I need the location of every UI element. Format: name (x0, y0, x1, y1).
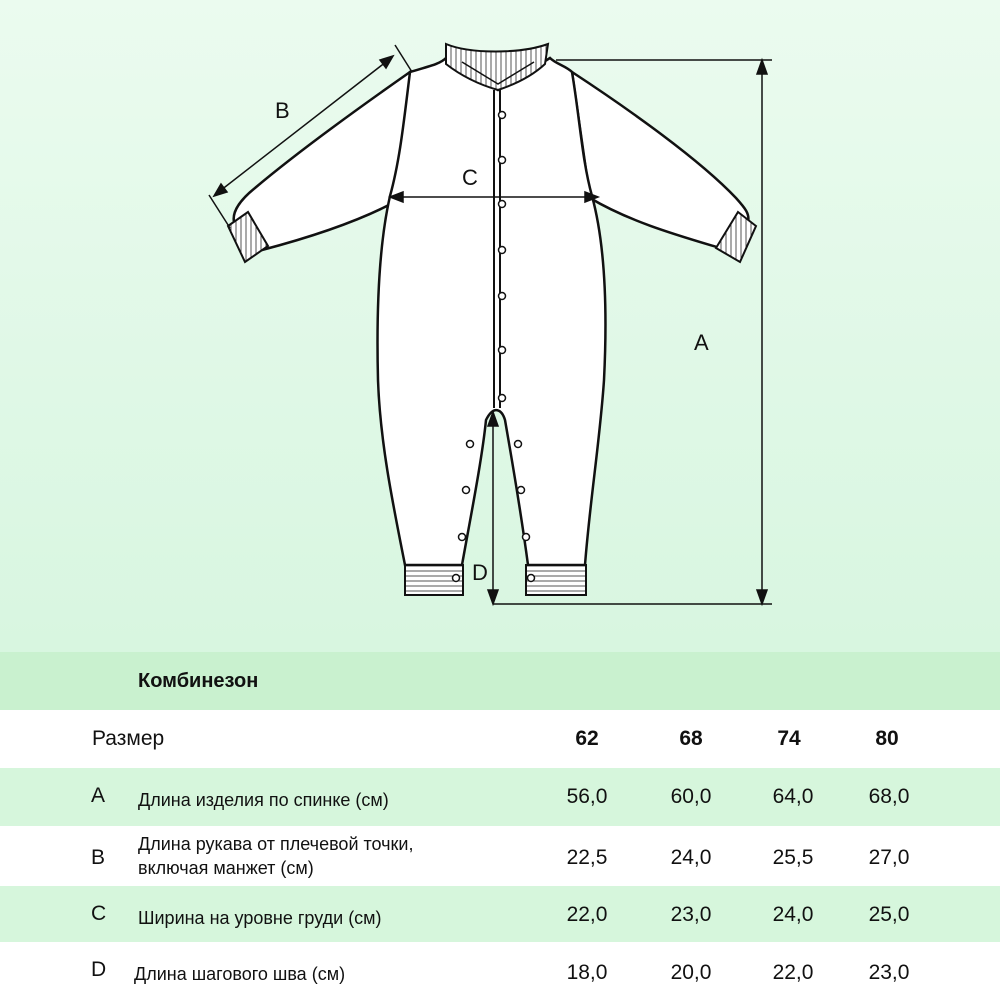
table-row (0, 768, 1000, 826)
size-header: 62 (575, 727, 599, 750)
row-value: 24,0 (772, 903, 814, 926)
row-value: 60,0 (670, 785, 712, 808)
table-row (0, 942, 1000, 1000)
right-leg-cuff (526, 565, 586, 595)
row-code: B (91, 846, 106, 869)
size-header: 68 (679, 727, 703, 750)
label-d: D (472, 560, 488, 585)
row-value: 23,0 (868, 961, 910, 984)
row-value: 23,0 (670, 903, 712, 926)
row-description: Длина рукава от плечевой точки, (138, 834, 414, 854)
row-code: C (91, 902, 107, 925)
row-value: 22,5 (566, 846, 608, 869)
row-code: D (91, 958, 107, 981)
row-description: включая манжет (см) (138, 858, 314, 878)
row-value: 25,5 (772, 846, 814, 869)
row-value: 27,0 (868, 846, 910, 869)
row-value: 20,0 (670, 961, 712, 984)
label-b: B (275, 98, 290, 123)
table-title-row (0, 652, 1000, 710)
table-title: Комбинезон (138, 670, 259, 692)
row-value: 68,0 (868, 785, 910, 808)
row-value: 18,0 (566, 961, 608, 984)
row-value: 22,0 (772, 961, 814, 984)
label-c: C (462, 165, 478, 190)
row-value: 22,0 (566, 903, 608, 926)
size-header: 80 (875, 727, 899, 750)
table-row (0, 886, 1000, 942)
row-description: Длина шагового шва (см) (134, 964, 346, 984)
size-header: 74 (777, 727, 801, 750)
row-value: 25,0 (868, 903, 910, 926)
row-value: 56,0 (566, 785, 608, 808)
row-code: A (91, 784, 106, 807)
size-table (0, 652, 1000, 1000)
row-description: Ширина на уровне груди (см) (138, 908, 382, 928)
row-description: Длина изделия по спинке (см) (138, 790, 389, 810)
romper-body (378, 58, 606, 565)
row-value: 64,0 (772, 785, 814, 808)
table-header-row (0, 710, 1000, 768)
size-label: Размер (92, 727, 165, 750)
left-sleeve (234, 72, 410, 250)
label-a: A (694, 330, 709, 355)
table-row (0, 826, 1000, 886)
row-value: 24,0 (670, 846, 712, 869)
